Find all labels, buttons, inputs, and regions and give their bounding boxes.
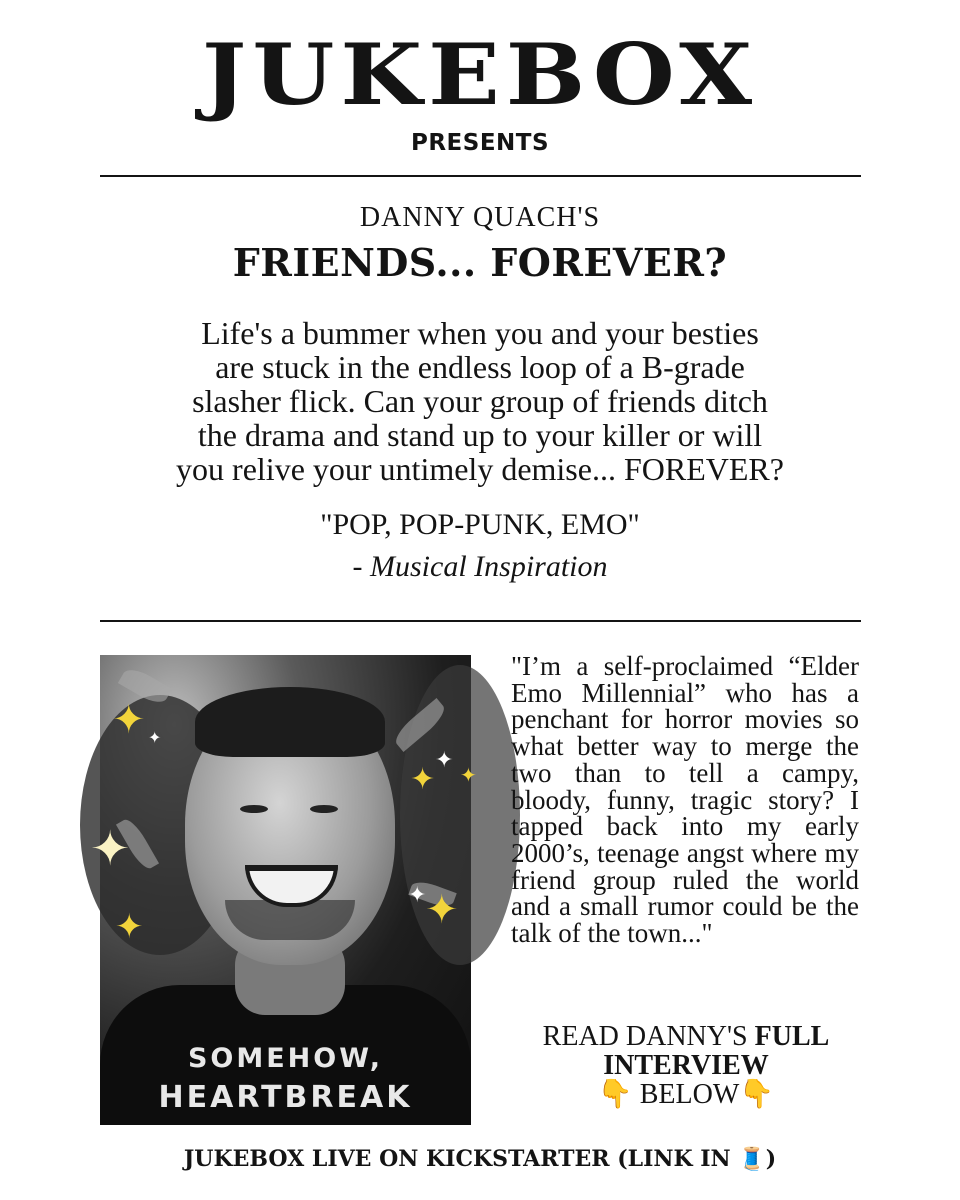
photo-hair xyxy=(195,687,385,757)
creator-photo xyxy=(90,655,477,1118)
photo-eye xyxy=(240,805,268,813)
synopsis-line: you relive your untimely demise... FOREVER? xyxy=(176,451,784,487)
genre-quote: "POP, POP-PUNK, EMO" xyxy=(320,508,640,541)
divider-top xyxy=(100,175,861,177)
inspiration-dash: - xyxy=(352,550,370,583)
photo-eye xyxy=(310,805,338,813)
sparkle-icon: ✦ xyxy=(460,763,477,787)
photo-foliage xyxy=(400,665,520,965)
synopsis-line: the drama and stand up to your killer or will xyxy=(197,417,763,453)
sparkle-icon: ✦ xyxy=(112,697,146,743)
shirt-text-line2: HEARTBREAK xyxy=(158,1080,413,1115)
sparkle-icon: ✦ xyxy=(148,728,162,747)
show-title: FRIENDS... FOREVER? xyxy=(232,240,728,285)
synopsis-line: Life's a bummer when you and your besties xyxy=(201,315,759,351)
presents-label: PRESENTS xyxy=(410,130,550,156)
inspiration-label: Musical Inspiration xyxy=(370,550,608,583)
sparkle-icon: ✦ xyxy=(408,883,427,908)
cta-prefix: READ DANNY'S xyxy=(542,1021,755,1052)
sparkle-icon: ✦ xyxy=(425,887,459,933)
brand-masthead: JUKEBOX xyxy=(201,25,759,125)
cta-below: BELOW xyxy=(632,1079,740,1110)
creator-name: DANNY QUACH'S xyxy=(359,202,601,233)
synopsis-line: slasher flick. Can your group of friends ditch xyxy=(192,383,768,419)
point-down-icon: 👇 xyxy=(739,1079,775,1110)
footer-text: JUKEBOX LIVE ON KICKSTARTER (LINK IN xyxy=(183,1146,739,1172)
synopsis xyxy=(95,316,865,486)
synopsis-line: are stuck in the endless loop of a B-grade xyxy=(215,349,745,385)
sparkle-icon: ✦ xyxy=(115,907,144,947)
interview-cta xyxy=(506,1022,866,1109)
divider-middle xyxy=(100,620,861,622)
footer-kickstarter xyxy=(0,1146,960,1172)
point-down-icon: 👇 xyxy=(597,1079,633,1110)
sparkle-icon: ✦ xyxy=(435,748,454,773)
inspiration-caption xyxy=(0,550,960,584)
cta-bold-interview: INTERVIEW xyxy=(603,1050,769,1081)
thread-icon: 🧵 xyxy=(738,1146,766,1172)
sparkle-icon: ✦ xyxy=(410,762,436,797)
footer-close: ) xyxy=(765,1146,777,1172)
cta-bold-full: FULL xyxy=(754,1021,830,1052)
shirt-text-line1: SOMEHOW, xyxy=(187,1043,384,1074)
sparkle-icon: ✦ xyxy=(90,821,131,877)
creator-quote: "I’m a self-proclaimed “Elder Emo Millennial” who has a penchant for horror movies so what better way to merge the two than to tell a campy, bloody, funny, tragic story? I tapped back into my early 2000’s, teenage angst where my friend group ruled the world and a small rumor could be the talk of the town..." xyxy=(511,651,859,949)
